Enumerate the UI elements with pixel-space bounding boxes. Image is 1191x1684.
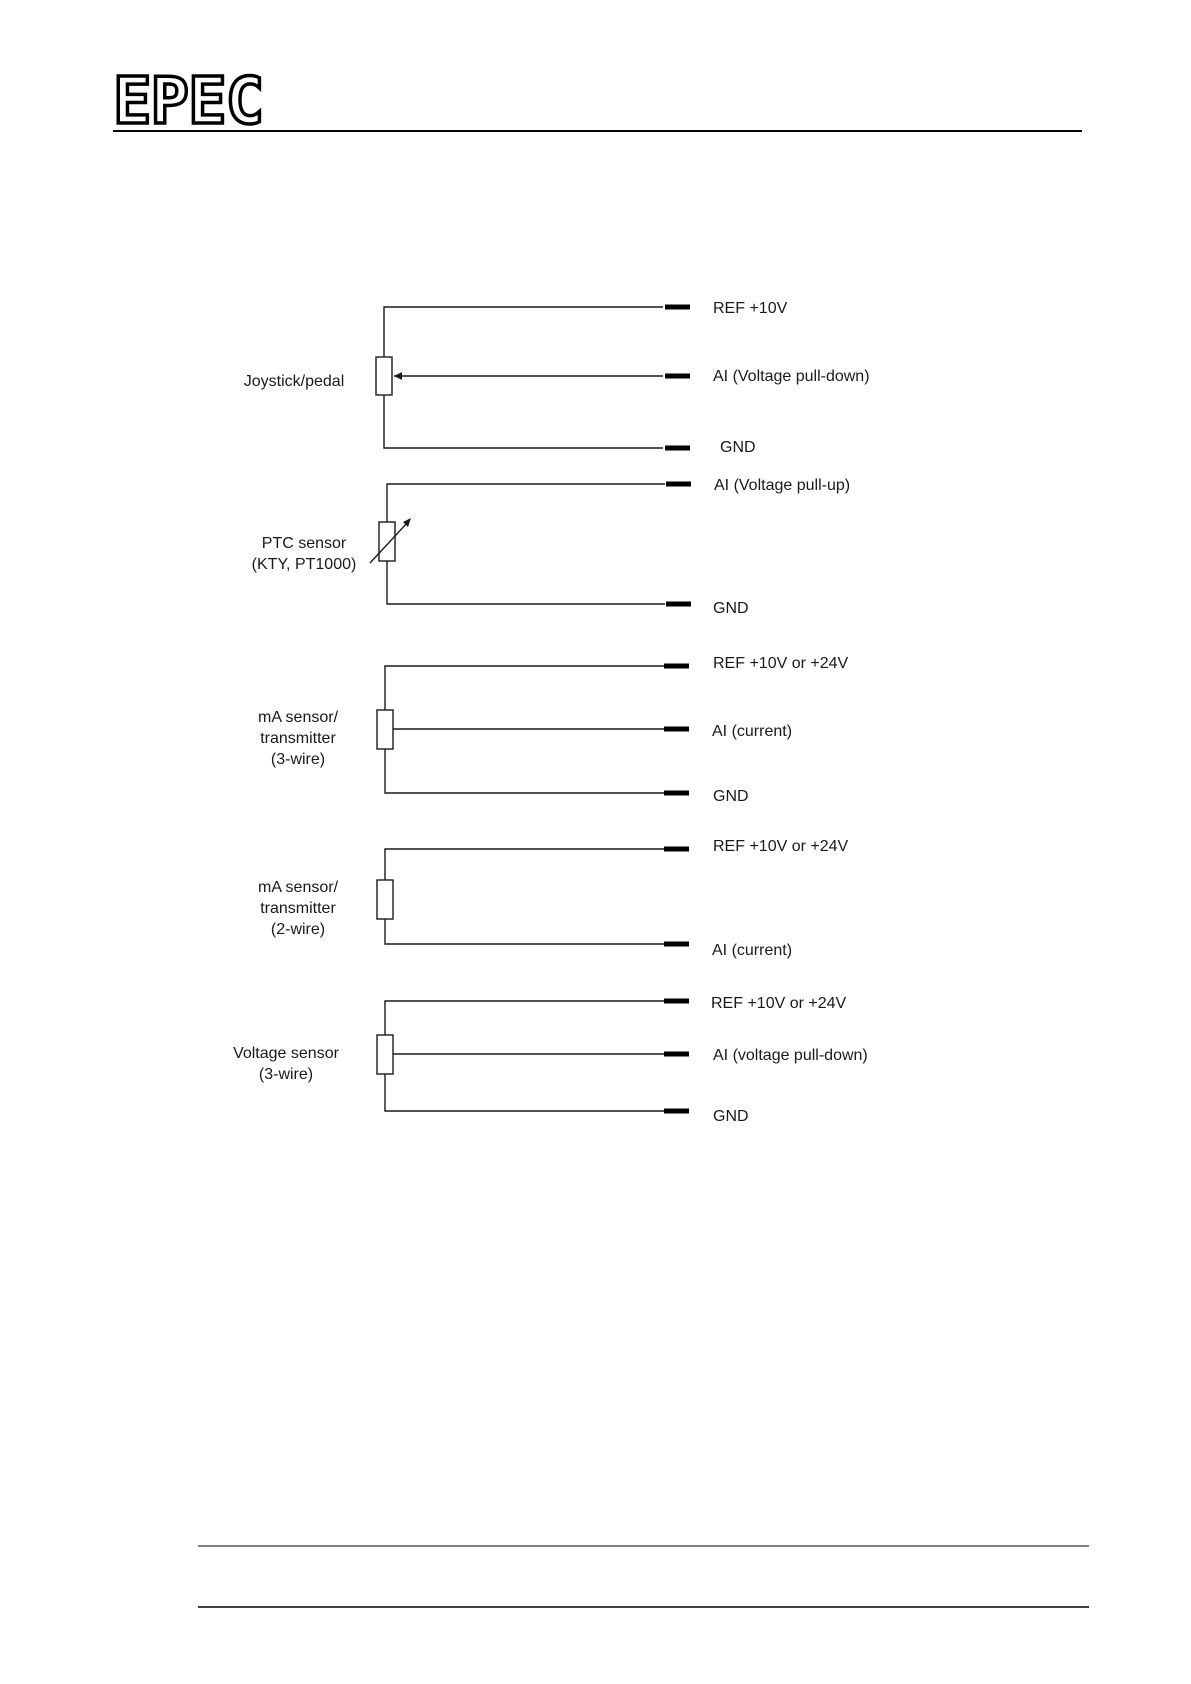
circuit-ma-3wire	[258, 655, 849, 805]
terminal-label: REF +10V or +24V	[711, 995, 847, 1012]
terminal-label: REF +10V or +24V	[713, 838, 849, 855]
terminal-label: GND	[713, 1108, 749, 1125]
potentiometer-symbol	[376, 357, 392, 395]
circuit-label: (KTY, PT1000)	[251, 556, 357, 573]
terminal-label: AI (Voltage pull-up)	[714, 477, 851, 494]
resistor-symbol	[377, 1035, 393, 1074]
circuit-label: Joystick/pedal	[243, 373, 345, 390]
circuit-label: (3-wire)	[270, 751, 326, 768]
circuit-joystick	[244, 300, 870, 456]
circuit-voltage-3wire	[233, 995, 868, 1125]
circuit-ptc	[252, 477, 850, 617]
terminal-label: AI (Voltage pull-down)	[713, 368, 870, 385]
circuit-ma-2wire	[258, 838, 849, 959]
terminal-label: GND	[720, 439, 756, 456]
circuit-label: PTC sensor	[261, 535, 347, 552]
circuit-label: mA sensor/	[257, 709, 339, 726]
terminal-label: AI (voltage pull-down)	[713, 1047, 868, 1064]
circuit-label: Voltage sensor	[233, 1045, 339, 1062]
terminal-label: AI (current)	[712, 723, 793, 740]
circuit-label: transmitter	[260, 900, 336, 917]
circuit-label: (2-wire)	[270, 921, 326, 938]
terminal-label: GND	[713, 788, 749, 805]
terminal-label: GND	[713, 600, 749, 617]
resistor-symbol	[377, 710, 393, 749]
logo-text: EPEC	[113, 65, 264, 139]
variable-resistor-symbol	[379, 522, 395, 561]
circuit-label: transmitter	[260, 730, 336, 747]
terminal-label: AI (current)	[712, 942, 793, 959]
terminal-label: REF +10V or +24V	[713, 655, 849, 672]
circuit-label: mA sensor/	[257, 879, 339, 896]
resistor-symbol	[377, 880, 393, 919]
terminal-label: REF +10V	[713, 300, 788, 317]
epec-logo	[113, 65, 263, 139]
circuit-label: (3-wire)	[258, 1066, 314, 1083]
